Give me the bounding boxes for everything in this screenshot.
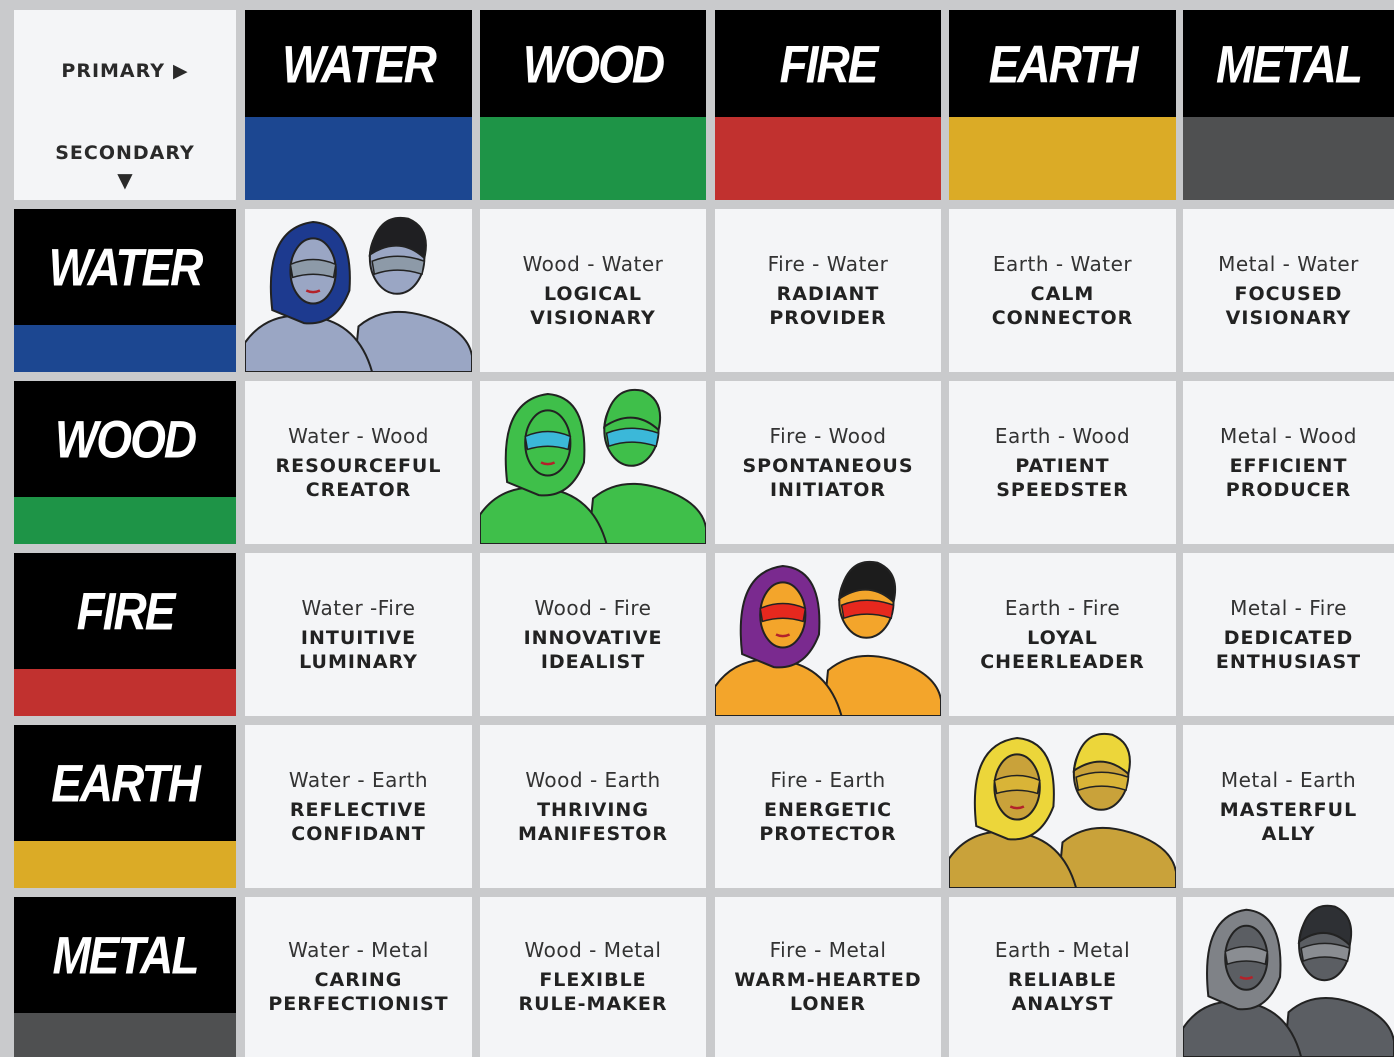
combination-cell (480, 897, 706, 1057)
row-color-swatch-fire (14, 669, 236, 716)
row-header-title-box (14, 725, 236, 841)
primary-legend (14, 60, 236, 82)
water-heroes-illustration (245, 209, 472, 372)
row-header-wood (14, 381, 236, 544)
combination-pair: Water -Fire (301, 595, 416, 620)
combination-type-name: ENERGETIC PROTECTOR (759, 798, 897, 845)
hero-cell-wood (480, 381, 706, 544)
combination-type-name: FLEXIBLE RULE-MAKER (518, 969, 668, 1015)
earth-heroes-illustration (949, 725, 1176, 888)
row-header-title-box (14, 897, 236, 1013)
column-header-title: FIRE (779, 33, 877, 94)
column-header-title-box (245, 10, 472, 117)
column-color-swatch-fire (715, 117, 941, 200)
combination-cell (245, 725, 472, 888)
combination-pair: Water - Wood (288, 423, 429, 448)
column-color-swatch-earth (949, 117, 1176, 200)
combination-type-name: DEDICATED ENTHUSIAST (1215, 626, 1362, 673)
metal-heroes-illustration (1183, 897, 1394, 1057)
column-header-title-box (480, 10, 706, 117)
combination-pair: Fire - Metal (769, 938, 887, 962)
combination-type-name: CARING PERFECTIONIST (268, 969, 449, 1015)
legend-corner (14, 10, 236, 200)
row-color-swatch-wood (14, 497, 236, 544)
combination-cell (1183, 553, 1394, 716)
combination-type-name: RADIANT PROVIDER (769, 282, 887, 329)
combination-pair: Metal - Wood (1220, 423, 1357, 448)
combination-pair: Water - Metal (288, 938, 429, 962)
combination-pair: Wood - Water (522, 251, 664, 276)
combination-type-name: EFFICIENT PRODUCER (1225, 454, 1352, 501)
column-header-title: EARTH (988, 33, 1137, 94)
column-header-title: WATER (282, 33, 435, 94)
combination-cell (245, 381, 472, 544)
combination-cell (949, 553, 1176, 716)
combination-type-name: WARM-HEARTED LONER (734, 969, 922, 1015)
column-header-fire (715, 10, 941, 200)
column-header-title: WOOD (522, 33, 664, 94)
combination-pair: Fire - Earth (770, 767, 886, 792)
column-header-title: METAL (1215, 33, 1361, 94)
column-color-swatch-wood (480, 117, 706, 200)
secondary-label: SECONDARY (55, 142, 195, 164)
row-color-swatch-metal (14, 1013, 236, 1057)
hero-cell-fire (715, 553, 941, 716)
combination-type-name: INTUITIVE LUMINARY (299, 626, 418, 673)
combination-cell (480, 553, 706, 716)
row-header-title-box (14, 209, 236, 325)
hero-cell-water (245, 209, 472, 372)
combination-cell (1183, 209, 1394, 372)
combination-cell (1183, 381, 1394, 544)
column-header-water (245, 10, 472, 200)
hero-cell-earth (949, 725, 1176, 888)
column-header-wood (480, 10, 706, 200)
combination-cell (715, 897, 941, 1057)
combination-cell (715, 209, 941, 372)
arrow-down-icon: ▼ (117, 168, 133, 192)
combination-type-name: MASTERFUL ALLY (1219, 798, 1358, 845)
combination-type-name: CALM CONNECTOR (991, 282, 1134, 329)
combination-pair: Wood - Earth (525, 767, 661, 792)
combination-type-name: SPONTANEOUS INITIATOR (742, 454, 914, 501)
combination-cell (949, 209, 1176, 372)
row-header-title-box (14, 381, 236, 497)
row-header-title: FIRE (76, 581, 174, 641)
combination-type-name: RESOURCEFUL CREATOR (275, 454, 442, 501)
row-header-title-box (14, 553, 236, 669)
combination-pair: Metal - Fire (1230, 595, 1347, 620)
row-header-title: WOOD (54, 409, 196, 469)
row-header-fire (14, 553, 236, 716)
combination-type-name: PATIENT SPEEDSTER (996, 454, 1129, 501)
row-header-title: EARTH (51, 753, 199, 813)
combination-cell (715, 381, 941, 544)
column-header-metal (1183, 10, 1394, 200)
combination-pair: Wood - Fire (534, 595, 652, 620)
row-header-earth (14, 725, 236, 888)
combination-pair: Metal - Water (1218, 251, 1359, 276)
combination-type-name: RELIABLE ANALYST (1007, 969, 1118, 1015)
combination-type-name: LOGICAL VISIONARY (530, 282, 656, 329)
row-header-metal (14, 897, 236, 1057)
column-header-title-box (715, 10, 941, 117)
combination-cell (480, 725, 706, 888)
fire-heroes-illustration (715, 553, 941, 716)
combination-cell (480, 209, 706, 372)
combination-cell (245, 553, 472, 716)
combination-pair: Fire - Wood (769, 423, 887, 448)
column-header-title-box (1183, 10, 1394, 117)
combination-pair: Water - Earth (288, 767, 429, 792)
column-color-swatch-metal (1183, 117, 1394, 200)
combination-cell (949, 381, 1176, 544)
combination-type-name: FOCUSED VISIONARY (1225, 282, 1352, 329)
arrow-right-icon: ▶ (172, 60, 189, 82)
combination-cell (949, 897, 1176, 1057)
combination-type-name: REFLECTIVE CONFIDANT (289, 798, 428, 845)
row-color-swatch-water (14, 325, 236, 372)
combination-pair: Earth - Metal (994, 938, 1131, 962)
row-color-swatch-earth (14, 841, 236, 888)
combination-pair: Earth - Wood (994, 423, 1131, 448)
combination-type-name: LOYAL CHEERLEADER (980, 626, 1145, 673)
row-header-title: METAL (52, 925, 198, 985)
column-header-title-box (949, 10, 1176, 117)
combination-cell (715, 725, 941, 888)
combination-pair: Fire - Water (767, 251, 889, 276)
row-header-water (14, 209, 236, 372)
row-header-title: WATER (48, 237, 202, 297)
combination-type-name: INNOVATIVE IDEALIST (523, 626, 663, 673)
combination-cell (1183, 725, 1394, 888)
combination-pair: Wood - Metal (524, 938, 662, 962)
combination-type-name: THRIVING MANIFESTOR (518, 798, 668, 845)
column-color-swatch-water (245, 117, 472, 200)
primary-label: PRIMARY (61, 60, 165, 82)
hero-cell-metal (1183, 897, 1394, 1057)
column-header-earth (949, 10, 1176, 200)
combination-pair: Earth - Fire (1004, 595, 1121, 620)
wood-heroes-illustration (480, 381, 706, 544)
combination-cell (245, 897, 472, 1057)
combination-pair: Metal - Earth (1220, 767, 1357, 792)
combination-pair: Earth - Water (992, 251, 1133, 276)
